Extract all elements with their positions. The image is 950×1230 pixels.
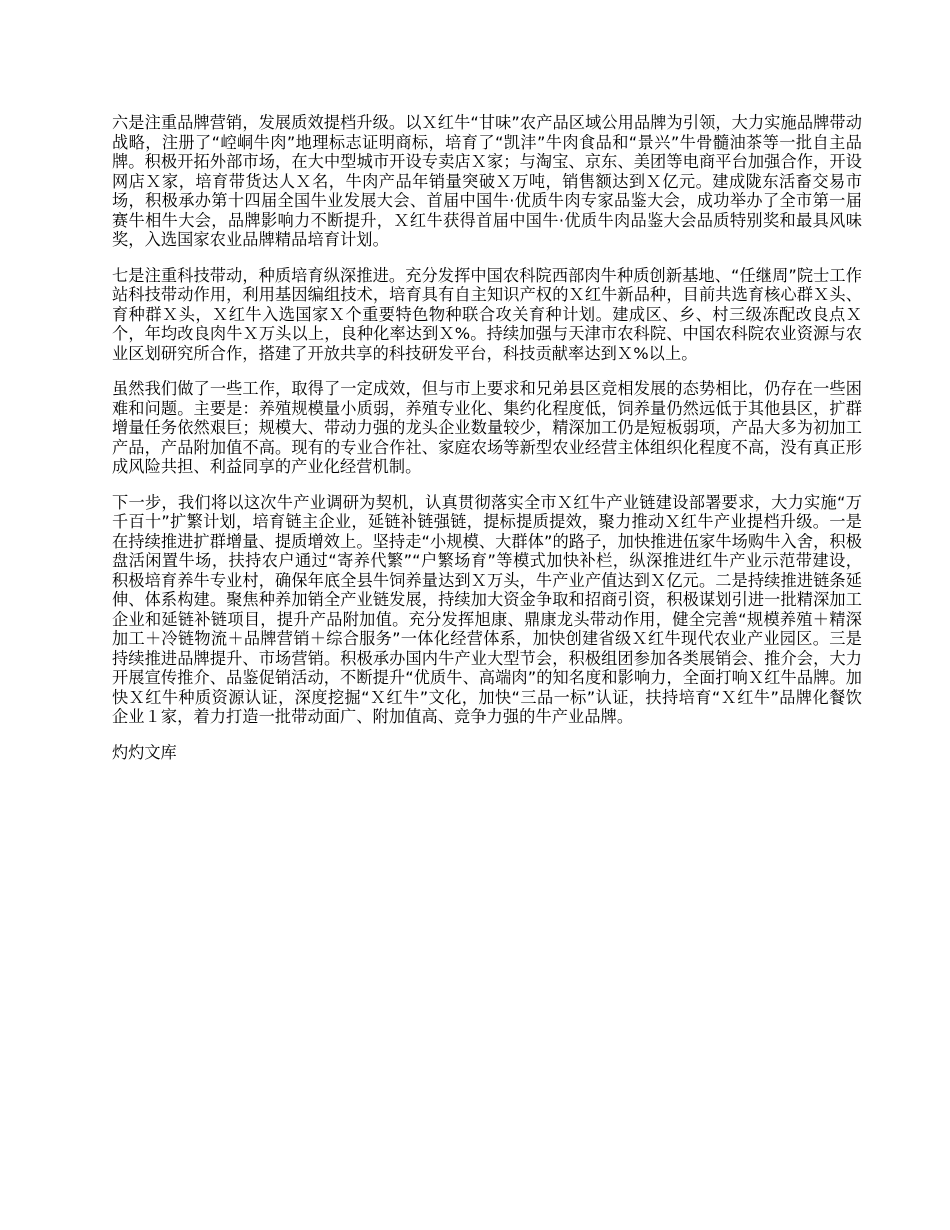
paragraph-problems: 虽然我们做了一些工作，取得了一定成效，但与市上要求和兄弟县区竞相发展的态势相比，仍存在一些困难和问题。主要是：养殖规模量小质弱，养殖专业化、集约化程度低，饲养量仍然远低于其他县区，扩群增量任务依然艰巨；规模大、带动力强的龙头企业数量较少，精深加工仍是短板弱项，产品大多为初加工产品，产品附加值不高。现有的专业合作社、家庭农场等新型农业经营主体组织化程度不高，没有真正形成风险共担、利益同享的产业化经营机制。 [112,379,862,476]
paragraph-brand-marketing: 六是注重品牌营销，发展质效提档升级。以Ｘ红牛“甘味”农产品区域公用品牌为引领，大力实施品牌带动战略，注册了“崆峒牛肉”地理标志证明商标，培育了“凯沣”牛肉食品和“景兴”牛骨髓油茶等一批自主品牌。积极开拓外部市场，在大中型城市开设专卖店Ｘ家；与淘宝、京东、美团等电商平台加强合作，开设网店Ｘ家，培育带货达人Ｘ名，牛肉产品年销量突破Ｘ万吨，销售额达到Ｘ亿元。建成陇东活畜交易市场，积极承办第十四届全国牛业发展大会、首届中国牛·优质牛肉专家品鉴大会，成功举办了全市第一届赛牛相牛大会，品牌影响力不断提升，Ｘ红牛获得首届中国牛·优质牛肉品鉴大会品质特别奖和最具风味奖，入选国家农业品牌精品培育计划。 [112,113,862,249]
paragraph-next-steps: 下一步，我们将以这次牛产业调研为契机，认真贯彻落实全市Ｘ红牛产业链建设部署要求，大力实施“万千百十”扩繁计划，培育链主企业，延链补链强链，提标提质提效，聚力推动Ｘ红牛产业提档升级。一是在持续推进扩群增量、提质增效上。坚持走“小规模、大群体”的路子，加快推进伍家牛场购牛入舍，积极盘活闲置牛场，扶持农户通过“寄养代繁”“户繁场育”等模式加快补栏，纵深推进红牛产业示范带建设，积极培育养牛专业村，确保年底全县牛饲养量达到Ｘ万头，牛产业产值达到Ｘ亿元。二是持续推进链条延伸、体系构建。聚焦种养加销全产业链发展，持续加大资金争取和招商引资，积极谋划引进一批精深加工企业和延链补链项目，提升产品附加值。充分发挥旭康、鼎康龙头带动作用，健全完善“规模养殖＋精深加工＋冷链物流＋品牌营销＋综合服务”一体化经营体系，加快创建省级Ｘ红牛现代农业产业园区。三是持续推进品牌提升、市场营销。积极承办国内牛产业大型节会，积极组团参加各类展销会、推介会，大力开展宣传推介、品鉴促销活动，不断提升“优质牛、高端肉”的知名度和影响力，全面打响Ｘ红牛品牌。加快Ｘ红牛种质资源认证，深度挖掘“Ｘ红牛”文化，加快“三品一标”认证，扶持培育“Ｘ红牛”品牌化餐饮企业１家，着力打造一批带动面广、附加值高、竞争力强的牛产业品牌。 [112,492,862,726]
footer-source: 灼灼文库 [112,742,177,762]
paragraph-technology: 七是注重科技带动，种质培育纵深推进。充分发挥中国农科院西部肉牛种质创新基地、“任继周”院士工作站科技带动作用，利用基因编组技术，培育具有自主知识产权的Ｘ红牛新品种，目前共选育核心群Ｘ头、育种群Ｘ头，Ｘ红牛入选国家Ｘ个重要特色物种联合攻关育种计划。建成区、乡、村三级冻配改良点Ｘ个，年均改良肉牛Ｘ万头以上，良种化率达到Ｘ%。持续加强与天津市农科院、中国农科院农业资源与农业区划研究所合作，搭建了开放共享的科技研发平台，科技贡献率达到Ｘ%以上。 [112,265,862,363]
document-body [112,113,862,762]
